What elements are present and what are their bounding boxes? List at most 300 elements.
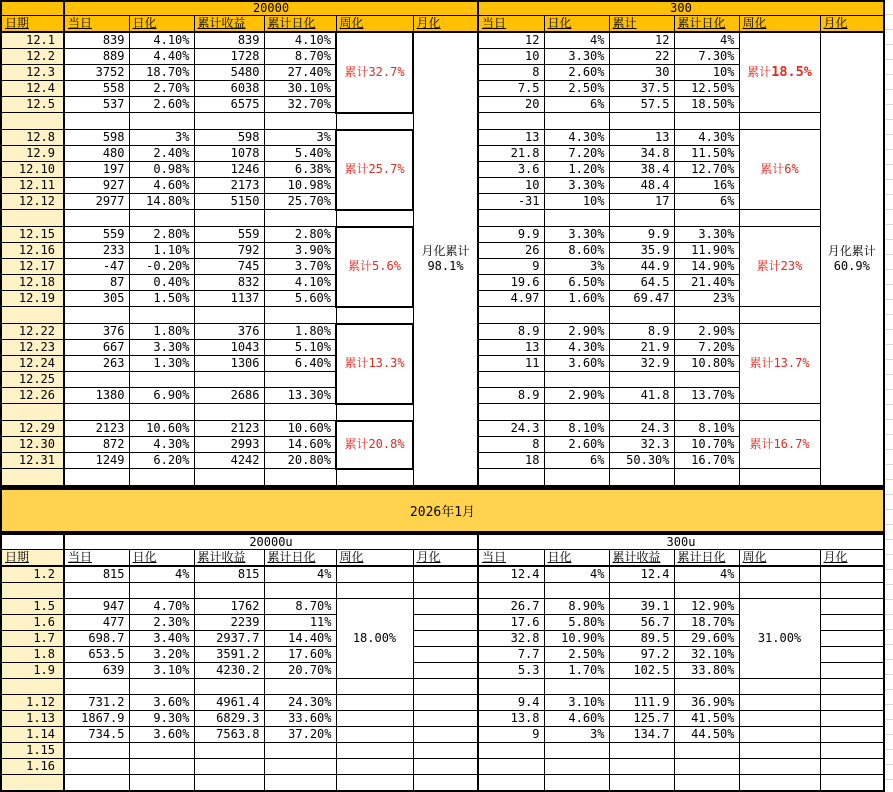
empty-cell[interactable] bbox=[478, 113, 544, 130]
value-cell[interactable]: 305 bbox=[64, 291, 129, 307]
value-cell[interactable]: 4242 bbox=[194, 453, 264, 469]
value-cell[interactable]: 89.5 bbox=[609, 630, 674, 646]
column-header[interactable] bbox=[544, 549, 609, 566]
value-cell[interactable]: 0.98% bbox=[129, 162, 194, 178]
value-cell[interactable]: 9.4 bbox=[478, 694, 544, 710]
empty-cell[interactable] bbox=[609, 742, 674, 758]
column-header[interactable] bbox=[674, 549, 739, 566]
value-cell[interactable]: 4% bbox=[129, 566, 194, 583]
value-cell[interactable]: 4.10% bbox=[264, 32, 336, 49]
value-cell[interactable]: 0.40% bbox=[129, 275, 194, 291]
empty-cell[interactable] bbox=[64, 372, 129, 388]
empty-cell[interactable] bbox=[264, 774, 336, 791]
value-cell[interactable]: 3591.2 bbox=[194, 646, 264, 662]
value-cell[interactable]: 32.8 bbox=[478, 630, 544, 646]
empty-cell[interactable] bbox=[336, 113, 413, 130]
value-cell[interactable]: 7.30% bbox=[674, 49, 739, 65]
empty-cell[interactable] bbox=[264, 742, 336, 758]
empty-cell[interactable] bbox=[739, 566, 820, 583]
empty-cell[interactable] bbox=[739, 758, 820, 774]
value-cell[interactable]: 12.50% bbox=[674, 81, 739, 97]
value-cell[interactable]: 32.3 bbox=[609, 437, 674, 453]
value-cell[interactable]: 34.8 bbox=[609, 146, 674, 162]
value-cell[interactable]: 6.40% bbox=[264, 356, 336, 372]
value-cell[interactable]: 56.7 bbox=[609, 614, 674, 630]
value-cell[interactable]: 832 bbox=[194, 275, 264, 291]
empty-cell[interactable] bbox=[194, 582, 264, 598]
value-cell[interactable]: 889 bbox=[64, 49, 129, 65]
band-corner-cell[interactable] bbox=[1, 1, 64, 16]
empty-cell[interactable] bbox=[674, 758, 739, 774]
empty-cell[interactable] bbox=[820, 566, 884, 583]
empty-cell[interactable] bbox=[739, 742, 820, 758]
empty-cell[interactable] bbox=[739, 726, 820, 742]
date-cell[interactable]: 12.23 bbox=[1, 340, 64, 356]
value-cell[interactable]: 3.60% bbox=[544, 356, 609, 372]
value-cell[interactable]: 17.60% bbox=[264, 646, 336, 662]
empty-cell[interactable] bbox=[674, 113, 739, 130]
date-cell[interactable]: 1.8 bbox=[1, 646, 64, 662]
empty-cell[interactable] bbox=[336, 678, 413, 694]
empty-cell[interactable] bbox=[1, 582, 64, 598]
date-cell[interactable]: 1.6 bbox=[1, 614, 64, 630]
value-cell[interactable]: 5.3 bbox=[478, 662, 544, 678]
date-cell[interactable] bbox=[1, 113, 64, 130]
empty-cell[interactable] bbox=[674, 307, 739, 324]
value-cell[interactable]: 2123 bbox=[194, 421, 264, 437]
value-cell[interactable]: 4% bbox=[264, 566, 336, 583]
value-cell[interactable]: -0.20% bbox=[129, 259, 194, 275]
empty-cell[interactable] bbox=[413, 678, 478, 694]
value-cell[interactable]: 8 bbox=[478, 437, 544, 453]
empty-cell[interactable] bbox=[413, 630, 478, 646]
date-cell[interactable]: 12.9 bbox=[1, 146, 64, 162]
value-cell[interactable]: 9.9 bbox=[609, 227, 674, 243]
value-cell[interactable]: 14.80% bbox=[129, 194, 194, 210]
column-header[interactable] bbox=[739, 549, 820, 566]
value-cell[interactable]: 9.30% bbox=[129, 710, 194, 726]
value-cell[interactable]: 5.10% bbox=[264, 340, 336, 356]
empty-cell[interactable] bbox=[478, 678, 544, 694]
value-cell[interactable]: 19.6 bbox=[478, 275, 544, 291]
date-cell[interactable]: 1.5 bbox=[1, 598, 64, 614]
value-cell[interactable]: 1043 bbox=[194, 340, 264, 356]
column-header[interactable] bbox=[478, 549, 544, 566]
empty-cell[interactable] bbox=[64, 678, 129, 694]
empty-cell[interactable] bbox=[739, 582, 820, 598]
empty-cell[interactable] bbox=[739, 774, 820, 791]
value-cell[interactable]: 18.70% bbox=[129, 65, 194, 81]
empty-cell[interactable] bbox=[264, 113, 336, 130]
value-cell[interactable]: 13.30% bbox=[264, 388, 336, 404]
column-header[interactable] bbox=[194, 16, 264, 33]
empty-cell[interactable] bbox=[64, 742, 129, 758]
value-cell[interactable]: 17.6 bbox=[478, 614, 544, 630]
empty-cell[interactable] bbox=[194, 372, 264, 388]
empty-cell[interactable] bbox=[336, 774, 413, 791]
column-header[interactable] bbox=[336, 549, 413, 566]
empty-cell[interactable] bbox=[674, 210, 739, 227]
value-cell[interactable]: 7563.8 bbox=[194, 726, 264, 742]
value-cell[interactable]: 815 bbox=[194, 566, 264, 583]
week-total-cell[interactable]: 累计20.8% bbox=[336, 421, 413, 469]
value-cell[interactable]: 734.5 bbox=[64, 726, 129, 742]
column-header[interactable] bbox=[478, 16, 544, 33]
value-cell[interactable]: 33.80% bbox=[674, 662, 739, 678]
value-cell[interactable]: 9.9 bbox=[478, 227, 544, 243]
value-cell[interactable]: 18.50% bbox=[674, 97, 739, 113]
date-cell[interactable]: 12.18 bbox=[1, 275, 64, 291]
empty-cell[interactable] bbox=[739, 694, 820, 710]
empty-cell[interactable] bbox=[478, 774, 544, 791]
empty-cell[interactable] bbox=[820, 614, 884, 630]
empty-cell[interactable] bbox=[820, 710, 884, 726]
empty-cell[interactable] bbox=[739, 710, 820, 726]
empty-cell[interactable] bbox=[336, 742, 413, 758]
value-cell[interactable]: 7.7 bbox=[478, 646, 544, 662]
empty-cell[interactable] bbox=[413, 582, 478, 598]
value-cell[interactable]: 7.20% bbox=[544, 146, 609, 162]
value-cell[interactable]: 8.9 bbox=[478, 388, 544, 404]
value-cell[interactable]: 1.60% bbox=[544, 291, 609, 307]
value-cell[interactable]: 9 bbox=[478, 726, 544, 742]
section-title-cell[interactable]: 20000 bbox=[64, 1, 478, 16]
january-month-band[interactable]: 2026年1月 bbox=[0, 487, 885, 533]
value-cell[interactable]: 11.50% bbox=[674, 146, 739, 162]
empty-cell[interactable] bbox=[336, 469, 413, 486]
empty-cell[interactable] bbox=[264, 469, 336, 486]
value-cell[interactable]: 5.60% bbox=[264, 291, 336, 307]
value-cell[interactable]: 12.4 bbox=[478, 566, 544, 583]
value-cell[interactable]: 4% bbox=[674, 566, 739, 583]
value-cell[interactable]: 111.9 bbox=[609, 694, 674, 710]
empty-cell[interactable] bbox=[64, 582, 129, 598]
value-cell[interactable]: 639 bbox=[64, 662, 129, 678]
week-total-cell[interactable]: 累计5.6% bbox=[336, 227, 413, 307]
date-cell[interactable]: 12.3 bbox=[1, 65, 64, 81]
column-header[interactable] bbox=[609, 549, 674, 566]
value-cell[interactable]: 6.90% bbox=[129, 388, 194, 404]
empty-cell[interactable] bbox=[820, 598, 884, 614]
empty-cell[interactable] bbox=[674, 774, 739, 791]
value-cell[interactable]: 2.50% bbox=[544, 646, 609, 662]
value-cell[interactable]: 8 bbox=[478, 65, 544, 81]
date-cell[interactable]: 12.29 bbox=[1, 421, 64, 437]
empty-cell[interactable] bbox=[609, 758, 674, 774]
empty-cell[interactable] bbox=[264, 582, 336, 598]
value-cell[interactable]: 30 bbox=[609, 65, 674, 81]
value-cell[interactable]: 14.40% bbox=[264, 630, 336, 646]
month-total-cell[interactable] bbox=[413, 32, 478, 486]
value-cell[interactable]: 14.60% bbox=[264, 437, 336, 453]
empty-cell[interactable] bbox=[739, 210, 820, 227]
value-cell[interactable]: 4.10% bbox=[129, 32, 194, 49]
value-cell[interactable]: 3.30% bbox=[544, 49, 609, 65]
value-cell[interactable]: 263 bbox=[64, 356, 129, 372]
value-cell[interactable]: 5150 bbox=[194, 194, 264, 210]
value-cell[interactable]: 839 bbox=[194, 32, 264, 49]
value-cell[interactable]: 64.5 bbox=[609, 275, 674, 291]
empty-cell[interactable] bbox=[609, 210, 674, 227]
value-cell[interactable]: 8.9 bbox=[478, 324, 544, 340]
value-cell[interactable]: 35.9 bbox=[609, 243, 674, 259]
empty-cell[interactable] bbox=[609, 307, 674, 324]
empty-cell[interactable] bbox=[129, 113, 194, 130]
value-cell[interactable]: 1246 bbox=[194, 162, 264, 178]
value-cell[interactable]: 16.70% bbox=[674, 453, 739, 469]
empty-cell[interactable] bbox=[478, 758, 544, 774]
empty-cell[interactable] bbox=[609, 469, 674, 486]
value-cell[interactable]: 1.80% bbox=[264, 324, 336, 340]
value-cell[interactable]: 598 bbox=[194, 130, 264, 146]
empty-cell[interactable] bbox=[336, 694, 413, 710]
week-total-cell[interactable]: 累计16.7% bbox=[739, 421, 820, 469]
value-cell[interactable]: 10.98% bbox=[264, 178, 336, 194]
empty-cell[interactable] bbox=[739, 469, 820, 486]
value-cell[interactable]: 4.40% bbox=[129, 49, 194, 65]
value-cell[interactable]: 1.50% bbox=[129, 291, 194, 307]
value-cell[interactable]: 27.40% bbox=[264, 65, 336, 81]
column-header[interactable] bbox=[413, 549, 478, 566]
value-cell[interactable]: 3% bbox=[129, 130, 194, 146]
value-cell[interactable]: 12.70% bbox=[674, 162, 739, 178]
empty-cell[interactable] bbox=[64, 758, 129, 774]
value-cell[interactable]: 24.30% bbox=[264, 694, 336, 710]
value-cell[interactable]: 2.80% bbox=[264, 227, 336, 243]
date-cell[interactable]: 1.2 bbox=[1, 566, 64, 583]
value-cell[interactable]: 2686 bbox=[194, 388, 264, 404]
value-cell[interactable]: 927 bbox=[64, 178, 129, 194]
value-cell[interactable]: 4% bbox=[674, 32, 739, 49]
value-cell[interactable]: 598 bbox=[64, 130, 129, 146]
value-cell[interactable]: 4.30% bbox=[544, 130, 609, 146]
value-cell[interactable]: 50.30% bbox=[609, 453, 674, 469]
empty-cell[interactable] bbox=[739, 113, 820, 130]
value-cell[interactable]: 37.5 bbox=[609, 81, 674, 97]
value-cell[interactable]: 3.20% bbox=[129, 646, 194, 662]
value-cell[interactable]: 8.10% bbox=[674, 421, 739, 437]
empty-cell[interactable] bbox=[264, 210, 336, 227]
value-cell[interactable]: 1.20% bbox=[544, 162, 609, 178]
value-cell[interactable]: 3.10% bbox=[129, 662, 194, 678]
date-cell[interactable]: 1.12 bbox=[1, 694, 64, 710]
date-cell[interactable]: 12.4 bbox=[1, 81, 64, 97]
value-cell[interactable]: 11% bbox=[264, 614, 336, 630]
empty-cell[interactable] bbox=[64, 210, 129, 227]
value-cell[interactable]: 1762 bbox=[194, 598, 264, 614]
empty-cell[interactable] bbox=[544, 372, 609, 388]
value-cell[interactable]: 4.97 bbox=[478, 291, 544, 307]
section-title-cell[interactable]: 20000u bbox=[64, 534, 478, 550]
week-total-cell[interactable]: 累计32.7% bbox=[336, 32, 413, 113]
column-header[interactable] bbox=[264, 549, 336, 566]
empty-cell[interactable] bbox=[820, 646, 884, 662]
date-cell[interactable]: 1.9 bbox=[1, 662, 64, 678]
empty-cell[interactable] bbox=[820, 662, 884, 678]
empty-cell[interactable] bbox=[674, 742, 739, 758]
value-cell[interactable]: 4.30% bbox=[544, 340, 609, 356]
value-cell[interactable]: 4.30% bbox=[674, 130, 739, 146]
value-cell[interactable]: 6829.3 bbox=[194, 710, 264, 726]
value-cell[interactable]: 38.4 bbox=[609, 162, 674, 178]
empty-cell[interactable] bbox=[64, 404, 129, 421]
date-cell[interactable]: 12.19 bbox=[1, 291, 64, 307]
week-total-cell[interactable]: 累计25.7% bbox=[336, 130, 413, 210]
value-cell[interactable]: 10% bbox=[674, 65, 739, 81]
date-cell[interactable]: 12.2 bbox=[1, 49, 64, 65]
column-header[interactable] bbox=[820, 16, 884, 33]
empty-cell[interactable] bbox=[609, 404, 674, 421]
value-cell[interactable]: 4230.2 bbox=[194, 662, 264, 678]
empty-cell[interactable] bbox=[413, 742, 478, 758]
date-cell[interactable]: 12.10 bbox=[1, 162, 64, 178]
empty-cell[interactable] bbox=[674, 582, 739, 598]
empty-cell[interactable] bbox=[820, 774, 884, 791]
empty-cell[interactable] bbox=[609, 372, 674, 388]
empty-cell[interactable] bbox=[336, 566, 413, 583]
value-cell[interactable]: 8.70% bbox=[264, 598, 336, 614]
week-total-cell[interactable]: 累计18.5% bbox=[739, 32, 820, 113]
week-total-cell[interactable]: 31.00% bbox=[739, 598, 820, 678]
value-cell[interactable]: 2.80% bbox=[129, 227, 194, 243]
value-cell[interactable]: 3.60% bbox=[129, 694, 194, 710]
empty-cell[interactable] bbox=[129, 758, 194, 774]
empty-cell[interactable] bbox=[264, 307, 336, 324]
date-cell[interactable]: 12.24 bbox=[1, 356, 64, 372]
value-cell[interactable]: 20.70% bbox=[264, 662, 336, 678]
value-cell[interactable]: 21.8 bbox=[478, 146, 544, 162]
value-cell[interactable]: 6% bbox=[544, 97, 609, 113]
value-cell[interactable]: 3.30% bbox=[544, 227, 609, 243]
value-cell[interactable]: 10.80% bbox=[674, 356, 739, 372]
empty-cell[interactable] bbox=[544, 774, 609, 791]
value-cell[interactable]: 7.20% bbox=[674, 340, 739, 356]
empty-cell[interactable] bbox=[194, 210, 264, 227]
empty-cell[interactable] bbox=[64, 774, 129, 791]
empty-cell[interactable] bbox=[194, 469, 264, 486]
empty-cell[interactable] bbox=[413, 710, 478, 726]
empty-cell[interactable] bbox=[820, 582, 884, 598]
empty-cell[interactable] bbox=[544, 469, 609, 486]
empty-cell[interactable] bbox=[820, 726, 884, 742]
value-cell[interactable]: 4961.4 bbox=[194, 694, 264, 710]
column-header[interactable] bbox=[413, 16, 478, 33]
value-cell[interactable]: 839 bbox=[64, 32, 129, 49]
value-cell[interactable]: 87 bbox=[64, 275, 129, 291]
empty-cell[interactable] bbox=[478, 307, 544, 324]
value-cell[interactable]: 698.7 bbox=[64, 630, 129, 646]
empty-cell[interactable] bbox=[194, 758, 264, 774]
empty-cell[interactable] bbox=[129, 404, 194, 421]
value-cell[interactable]: 4.10% bbox=[264, 275, 336, 291]
value-cell[interactable]: 20 bbox=[478, 97, 544, 113]
value-cell[interactable]: 1306 bbox=[194, 356, 264, 372]
empty-cell[interactable] bbox=[674, 469, 739, 486]
value-cell[interactable]: 2239 bbox=[194, 614, 264, 630]
empty-cell[interactable] bbox=[336, 307, 413, 324]
empty-cell[interactable] bbox=[544, 582, 609, 598]
value-cell[interactable]: 44.9 bbox=[609, 259, 674, 275]
value-cell[interactable]: 7.5 bbox=[478, 81, 544, 97]
value-cell[interactable]: 134.7 bbox=[609, 726, 674, 742]
value-cell[interactable]: 8.70% bbox=[264, 49, 336, 65]
empty-cell[interactable] bbox=[609, 774, 674, 791]
date-cell[interactable] bbox=[1, 469, 64, 486]
value-cell[interactable]: 12 bbox=[478, 32, 544, 49]
value-cell[interactable]: 37.20% bbox=[264, 726, 336, 742]
value-cell[interactable]: 36.90% bbox=[674, 694, 739, 710]
date-cell[interactable]: 12.5 bbox=[1, 97, 64, 113]
value-cell[interactable]: 5480 bbox=[194, 65, 264, 81]
empty-cell[interactable] bbox=[129, 372, 194, 388]
empty-cell[interactable] bbox=[544, 210, 609, 227]
date-cell[interactable]: 12.25 bbox=[1, 372, 64, 388]
empty-cell[interactable] bbox=[544, 758, 609, 774]
empty-cell[interactable] bbox=[129, 774, 194, 791]
value-cell[interactable]: 8.9 bbox=[609, 324, 674, 340]
column-header[interactable] bbox=[739, 16, 820, 33]
value-cell[interactable]: 2.50% bbox=[544, 81, 609, 97]
value-cell[interactable]: 792 bbox=[194, 243, 264, 259]
value-cell[interactable]: 2993 bbox=[194, 437, 264, 453]
week-total-cell[interactable]: 累计13.3% bbox=[336, 324, 413, 404]
date-cell[interactable]: 1.13 bbox=[1, 710, 64, 726]
empty-cell[interactable] bbox=[413, 726, 478, 742]
empty-cell[interactable] bbox=[264, 372, 336, 388]
value-cell[interactable]: 8.60% bbox=[544, 243, 609, 259]
empty-cell[interactable] bbox=[674, 404, 739, 421]
value-cell[interactable]: 21.9 bbox=[609, 340, 674, 356]
value-cell[interactable]: 32.70% bbox=[264, 97, 336, 113]
value-cell[interactable]: 25.70% bbox=[264, 194, 336, 210]
value-cell[interactable]: 4.60% bbox=[544, 710, 609, 726]
value-cell[interactable]: 559 bbox=[64, 227, 129, 243]
column-header[interactable] bbox=[336, 16, 413, 33]
date-cell[interactable] bbox=[1, 404, 64, 421]
empty-cell[interactable] bbox=[820, 678, 884, 694]
week-total-cell[interactable]: 累计13.7% bbox=[739, 324, 820, 404]
value-cell[interactable]: 39.1 bbox=[609, 598, 674, 614]
value-cell[interactable]: 41.50% bbox=[674, 710, 739, 726]
date-cell[interactable]: 1.15 bbox=[1, 742, 64, 758]
value-cell[interactable]: 1137 bbox=[194, 291, 264, 307]
empty-cell[interactable] bbox=[194, 774, 264, 791]
date-cell[interactable]: 12.16 bbox=[1, 243, 64, 259]
value-cell[interactable]: 2.60% bbox=[129, 97, 194, 113]
empty-cell[interactable] bbox=[478, 742, 544, 758]
value-cell[interactable]: 3.60% bbox=[129, 726, 194, 742]
week-total-cell[interactable]: 18.00% bbox=[336, 598, 413, 678]
value-cell[interactable]: 12.4 bbox=[609, 566, 674, 583]
value-cell[interactable]: 2937.7 bbox=[194, 630, 264, 646]
value-cell[interactable]: 1867.9 bbox=[64, 710, 129, 726]
empty-cell[interactable] bbox=[820, 758, 884, 774]
value-cell[interactable]: 197 bbox=[64, 162, 129, 178]
empty-cell[interactable] bbox=[544, 742, 609, 758]
empty-cell[interactable] bbox=[478, 210, 544, 227]
value-cell[interactable]: 2.90% bbox=[544, 324, 609, 340]
date-cell[interactable]: 1.14 bbox=[1, 726, 64, 742]
empty-cell[interactable] bbox=[609, 678, 674, 694]
value-cell[interactable]: 731.2 bbox=[64, 694, 129, 710]
value-cell[interactable]: 480 bbox=[64, 146, 129, 162]
column-header[interactable] bbox=[264, 16, 336, 33]
value-cell[interactable]: 13.8 bbox=[478, 710, 544, 726]
value-cell[interactable]: 8.10% bbox=[544, 421, 609, 437]
date-cell[interactable]: 12.8 bbox=[1, 130, 64, 146]
value-cell[interactable]: 30.10% bbox=[264, 81, 336, 97]
value-cell[interactable]: 3% bbox=[544, 259, 609, 275]
